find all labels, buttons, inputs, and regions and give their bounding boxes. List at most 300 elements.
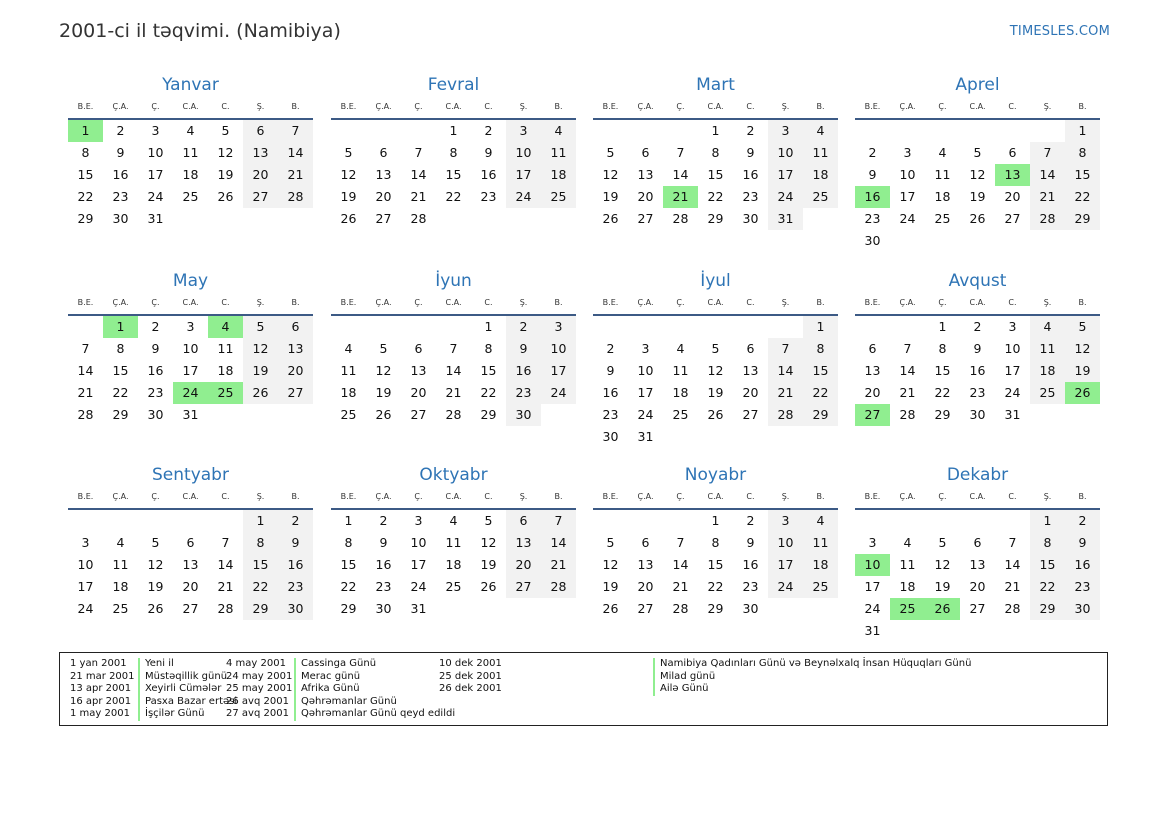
day-cell: 7 — [768, 338, 803, 360]
day-cell: 18 — [899, 579, 916, 594]
weekday-label: Ç. — [151, 102, 160, 111]
day-cell: 31 — [864, 623, 881, 638]
day-cell: 13 — [182, 557, 199, 572]
day-cell: 1 — [1065, 120, 1100, 142]
empty-cell — [103, 510, 138, 532]
empty-cell — [855, 510, 890, 532]
weekday-label: C. — [746, 298, 755, 307]
day-cell: 1 — [243, 510, 278, 532]
weekday-label: B.E. — [864, 102, 881, 111]
weekday-label: Ş. — [1043, 298, 1052, 307]
day-cell: 18 — [672, 385, 689, 400]
day-cell: 19 — [243, 360, 278, 382]
day-cell: 28 — [410, 211, 427, 226]
day-grid — [855, 316, 1100, 426]
holiday-date: 25 dek 2001 — [439, 670, 502, 682]
month-block — [331, 464, 576, 620]
weekday-label: B. — [291, 492, 300, 501]
empty-cell — [68, 510, 103, 532]
month-block — [68, 464, 313, 620]
weekday-label: B.E. — [864, 492, 881, 501]
day-cell: 13 — [243, 142, 278, 164]
day-cell: 15 — [1030, 554, 1065, 576]
day-cell: 23 — [147, 385, 164, 400]
day-cell: 18 — [445, 557, 462, 572]
day-cell: 23 — [864, 211, 881, 226]
month-name: Yanvar — [162, 75, 219, 95]
day-cell: 31 — [182, 407, 199, 422]
day-cell: 26 — [480, 579, 497, 594]
weekday-label: Ş. — [519, 492, 528, 501]
empty-cell — [366, 316, 401, 338]
month-name: Sentyabr — [152, 465, 229, 485]
day-cell: 9 — [1065, 532, 1100, 554]
weekday-label: Ç. — [414, 492, 423, 501]
day-cell: 29 — [803, 404, 838, 426]
weekday-label: Ç.A. — [375, 492, 392, 501]
holiday-name: Merac günü — [294, 671, 360, 684]
day-cell: 5 — [606, 145, 615, 160]
day-cell: 24 — [410, 579, 427, 594]
day-cell: 26 — [340, 211, 357, 226]
day-cell: 3 — [768, 510, 803, 532]
holiday-name: Qəhrəmanlar Günü — [294, 696, 397, 709]
day-cell: 15 — [77, 167, 94, 182]
day-cell: 2 — [746, 123, 755, 138]
day-cell: 13 — [864, 363, 881, 378]
weekday-label: B. — [1078, 102, 1087, 111]
day-cell: 24 — [768, 186, 803, 208]
day-cell: 10 — [147, 145, 164, 160]
day-cell: 23 — [969, 385, 986, 400]
day-cell: 16 — [1065, 554, 1100, 576]
day-cell: 18 — [934, 189, 951, 204]
day-cell: 11 — [445, 535, 462, 550]
holiday-day: 16 — [855, 186, 890, 208]
day-cell: 7 — [81, 341, 90, 356]
weekday-label: B. — [554, 298, 563, 307]
day-cell: 4 — [1030, 316, 1065, 338]
weekday-label: Ç.A. — [637, 492, 654, 501]
day-cell: 3 — [768, 120, 803, 142]
day-cell: 10 — [1004, 341, 1021, 356]
day-cell: 17 — [1004, 363, 1021, 378]
day-cell: 25 — [445, 579, 462, 594]
empty-cell — [890, 316, 925, 338]
day-cell: 12 — [1065, 338, 1100, 360]
day-cell: 7 — [676, 145, 685, 160]
day-cell: 8 — [711, 145, 720, 160]
day-cell: 9 — [484, 145, 493, 160]
weekday-header — [331, 490, 576, 504]
day-cell: 18 — [340, 385, 357, 400]
month-block — [855, 74, 1100, 252]
weekday-label: C.A. — [707, 298, 724, 307]
day-cell: 9 — [278, 532, 313, 554]
day-cell: 3 — [868, 535, 877, 550]
day-cell: 29 — [934, 407, 951, 422]
holiday-day: 13 — [995, 164, 1030, 186]
holiday-name: Pasxa Bazar ertəsi — [138, 696, 237, 709]
day-cell: 28 — [1004, 601, 1021, 616]
day-cell: 16 — [742, 557, 759, 572]
day-cell: 15 — [934, 363, 951, 378]
day-cell: 20 — [506, 554, 541, 576]
day-cell: 22 — [803, 382, 838, 404]
day-cell: 8 — [1030, 532, 1065, 554]
weekday-label: Ç.A. — [112, 298, 129, 307]
day-cell: 7 — [903, 341, 912, 356]
holiday-date: 13 apr 2001 — [70, 683, 132, 695]
weekday-header — [68, 490, 313, 504]
day-cell: 28 — [541, 576, 576, 598]
day-cell: 19 — [480, 557, 497, 572]
day-grid — [855, 120, 1100, 252]
day-cell: 16 — [112, 167, 129, 182]
holiday-name: Namibiya Qadınları Günü və Beynəlxalq İnsan Hüquqları Günü — [653, 658, 971, 671]
day-cell: 31 — [147, 211, 164, 226]
day-grid — [331, 316, 576, 426]
day-cell: 22 — [445, 189, 462, 204]
day-cell: 21 — [77, 385, 94, 400]
weekday-label: C.A. — [969, 102, 986, 111]
holiday-day: 24 — [173, 382, 208, 404]
day-cell: 5 — [243, 316, 278, 338]
weekday-label: B.E. — [340, 298, 357, 307]
day-cell: 14 — [768, 360, 803, 382]
day-cell: 27 — [182, 601, 199, 616]
weekday-label: C. — [746, 102, 755, 111]
day-cell: 1 — [344, 513, 353, 528]
holiday-date: 25 may 2001 — [226, 683, 293, 695]
empty-cell — [628, 510, 663, 532]
day-cell: 17 — [541, 360, 576, 382]
day-cell: 11 — [217, 341, 234, 356]
day-cell: 14 — [278, 142, 313, 164]
holiday-day: 26 — [925, 598, 960, 620]
day-cell: 27 — [278, 382, 313, 404]
holiday-date: 16 apr 2001 — [70, 695, 132, 707]
weekday-label: Ç. — [676, 298, 685, 307]
day-cell: 26 — [147, 601, 164, 616]
weekday-label: C. — [221, 492, 230, 501]
month-block — [855, 270, 1100, 426]
day-cell: 14 — [410, 167, 427, 182]
weekday-label: C. — [221, 102, 230, 111]
weekday-label: C. — [484, 298, 493, 307]
holiday-name: Yeni il — [138, 658, 174, 671]
holiday-date: 21 mar 2001 — [70, 670, 135, 682]
day-cell: 30 — [506, 404, 541, 426]
weekday-label: Ç. — [414, 298, 423, 307]
weekday-label: Ş. — [256, 102, 265, 111]
day-cell: 20 — [375, 189, 392, 204]
day-cell: 15 — [340, 557, 357, 572]
day-cell: 22 — [340, 579, 357, 594]
weekday-label: C. — [746, 492, 755, 501]
day-cell: 19 — [375, 385, 392, 400]
day-cell: 31 — [410, 601, 427, 616]
weekday-label: B. — [1078, 298, 1087, 307]
day-cell: 21 — [672, 579, 689, 594]
day-cell: 27 — [637, 211, 654, 226]
empty-cell — [331, 120, 366, 142]
weekday-label: Ç. — [938, 492, 947, 501]
empty-cell — [995, 120, 1030, 142]
weekday-label: Ç. — [414, 102, 423, 111]
day-cell: 17 — [77, 579, 94, 594]
day-cell: 20 — [742, 385, 759, 400]
day-cell: 17 — [182, 363, 199, 378]
weekday-label: C.A. — [182, 492, 199, 501]
day-cell: 27 — [742, 407, 759, 422]
day-cell: 14 — [1030, 164, 1065, 186]
day-cell: 26 — [969, 211, 986, 226]
day-cell: 25 — [934, 211, 951, 226]
day-cell: 15 — [1065, 164, 1100, 186]
holiday-day: 4 — [208, 316, 243, 338]
month-block — [593, 74, 838, 230]
weekday-label: B. — [816, 298, 825, 307]
empty-cell — [593, 510, 628, 532]
day-cell: 12 — [934, 557, 951, 572]
day-cell: 13 — [506, 532, 541, 554]
empty-cell — [628, 120, 663, 142]
day-cell: 11 — [899, 557, 916, 572]
day-cell: 14 — [672, 167, 689, 182]
empty-cell — [138, 510, 173, 532]
day-cell: 19 — [707, 385, 724, 400]
month-block — [68, 270, 313, 426]
empty-cell — [401, 120, 436, 142]
weekday-label: C. — [1008, 492, 1017, 501]
day-cell: 28 — [445, 407, 462, 422]
day-cell: 19 — [147, 579, 164, 594]
weekday-label: C.A. — [445, 298, 462, 307]
day-cell: 3 — [1008, 319, 1017, 334]
weekday-label: Ç.A. — [112, 102, 129, 111]
day-grid — [68, 316, 313, 426]
day-cell: 15 — [707, 557, 724, 572]
day-cell: 13 — [969, 557, 986, 572]
weekday-label: B. — [816, 102, 825, 111]
day-cell: 14 — [672, 557, 689, 572]
empty-cell — [401, 316, 436, 338]
day-cell: 12 — [602, 167, 619, 182]
day-cell: 4 — [803, 510, 838, 532]
day-cell: 28 — [217, 601, 234, 616]
empty-cell — [733, 316, 768, 338]
day-cell: 4 — [186, 123, 195, 138]
day-cell: 28 — [1030, 208, 1065, 230]
weekday-label: Ş. — [256, 298, 265, 307]
day-cell: 7 — [1030, 142, 1065, 164]
day-cell: 12 — [969, 167, 986, 182]
day-cell: 28 — [278, 186, 313, 208]
weekday-header — [331, 100, 576, 114]
month-block — [855, 464, 1100, 642]
day-cell: 13 — [410, 363, 427, 378]
day-cell: 5 — [379, 341, 388, 356]
day-cell: 11 — [541, 142, 576, 164]
day-cell: 8 — [711, 535, 720, 550]
month-name: Mart — [696, 75, 735, 95]
day-cell: 22 — [243, 576, 278, 598]
day-cell: 30 — [147, 407, 164, 422]
weekday-label: Ç. — [151, 492, 160, 501]
day-cell: 28 — [672, 601, 689, 616]
holiday-day: 25 — [208, 382, 243, 404]
day-cell: 29 — [340, 601, 357, 616]
day-cell: 20 — [637, 189, 654, 204]
day-cell: 15 — [803, 360, 838, 382]
weekday-header — [855, 296, 1100, 310]
day-cell: 24 — [899, 211, 916, 226]
day-cell: 20 — [864, 385, 881, 400]
month-name: Avqust — [948, 271, 1007, 291]
weekday-label: C.A. — [445, 102, 462, 111]
weekday-label: Ç.A. — [899, 298, 916, 307]
day-cell: 10 — [410, 535, 427, 550]
day-cell: 7 — [541, 510, 576, 532]
day-cell: 9 — [868, 167, 877, 182]
day-cell: 7 — [676, 535, 685, 550]
day-cell: 18 — [182, 167, 199, 182]
day-cell: 27 — [637, 601, 654, 616]
day-cell: 19 — [602, 579, 619, 594]
day-cell: 22 — [1030, 576, 1065, 598]
day-cell: 24 — [541, 382, 576, 404]
day-cell: 27 — [375, 211, 392, 226]
day-cell: 3 — [81, 535, 90, 550]
day-cell: 16 — [375, 557, 392, 572]
empty-cell — [663, 316, 698, 338]
day-cell: 4 — [344, 341, 353, 356]
day-cell: 2 — [868, 145, 877, 160]
day-cell: 25 — [340, 407, 357, 422]
day-cell: 3 — [414, 513, 423, 528]
day-cell: 9 — [151, 341, 160, 356]
day-cell: 5 — [606, 535, 615, 550]
day-cell: 3 — [186, 319, 195, 334]
day-cell: 30 — [278, 598, 313, 620]
weekday-label: B. — [554, 492, 563, 501]
day-cell: 19 — [1065, 360, 1100, 382]
weekday-label: B. — [291, 102, 300, 111]
day-cell: 1 — [711, 513, 720, 528]
empty-cell — [663, 510, 698, 532]
day-cell: 28 — [77, 407, 94, 422]
holiday-date: 27 avq 2001 — [226, 708, 289, 720]
day-cell: 13 — [637, 167, 654, 182]
day-cell: 24 — [637, 407, 654, 422]
holiday-day: 26 — [1065, 382, 1100, 404]
day-cell: 25 — [182, 189, 199, 204]
day-cell: 17 — [768, 164, 803, 186]
day-cell: 19 — [340, 189, 357, 204]
holiday-day: 1 — [103, 316, 138, 338]
day-cell: 6 — [243, 120, 278, 142]
day-cell: 21 — [1030, 186, 1065, 208]
holiday-date: 1 yan 2001 — [70, 658, 127, 669]
weekday-label: Ç.A. — [375, 102, 392, 111]
day-cell: 29 — [1030, 598, 1065, 620]
weekday-label: Ş. — [519, 298, 528, 307]
day-cell: 18 — [112, 579, 129, 594]
day-grid — [593, 510, 838, 620]
day-cell: 18 — [541, 164, 576, 186]
day-cell: 3 — [641, 341, 650, 356]
weekday-header — [68, 296, 313, 310]
day-cell: 9 — [606, 363, 615, 378]
weekday-label: Ç. — [151, 298, 160, 307]
day-cell: 24 — [506, 186, 541, 208]
day-cell: 8 — [116, 341, 125, 356]
holiday-date: 24 may 2001 — [226, 670, 293, 682]
day-cell: 13 — [278, 338, 313, 360]
day-cell: 5 — [973, 145, 982, 160]
day-cell: 30 — [112, 211, 129, 226]
weekday-label: C.A. — [707, 102, 724, 111]
day-cell: 21 — [541, 554, 576, 576]
day-cell: 27 — [1004, 211, 1021, 226]
holiday-date: 26 avq 2001 — [226, 695, 289, 707]
day-cell: 30 — [969, 407, 986, 422]
day-cell: 24 — [768, 576, 803, 598]
day-cell: 27 — [410, 407, 427, 422]
day-cell: 30 — [1065, 598, 1100, 620]
empty-cell — [593, 120, 628, 142]
empty-cell — [331, 316, 366, 338]
day-cell: 16 — [602, 385, 619, 400]
day-cell: 20 — [969, 579, 986, 594]
day-cell: 9 — [379, 535, 388, 550]
day-cell: 2 — [484, 123, 493, 138]
empty-cell — [436, 316, 471, 338]
day-cell: 21 — [1004, 579, 1021, 594]
day-cell: 6 — [641, 535, 650, 550]
empty-cell — [1030, 120, 1065, 142]
day-cell: 10 — [768, 142, 803, 164]
day-cell: 6 — [641, 145, 650, 160]
day-cell: 23 — [375, 579, 392, 594]
day-cell: 17 — [864, 579, 881, 594]
weekday-label: Ş. — [519, 102, 528, 111]
day-cell: 6 — [506, 510, 541, 532]
day-cell: 8 — [344, 535, 353, 550]
day-cell: 4 — [903, 535, 912, 550]
day-cell: 10 — [637, 363, 654, 378]
weekday-label: B.E. — [864, 298, 881, 307]
day-cell: 1 — [711, 123, 720, 138]
day-cell: 16 — [742, 167, 759, 182]
day-cell: 8 — [243, 532, 278, 554]
day-cell: 24 — [147, 189, 164, 204]
day-cell: 16 — [480, 167, 497, 182]
holiday-name: Milad günü — [653, 671, 715, 684]
day-cell: 18 — [1030, 360, 1065, 382]
month-block — [593, 464, 838, 620]
day-cell: 19 — [602, 189, 619, 204]
site-link[interactable]: TIMESLES.COM — [1009, 24, 1110, 39]
day-cell: 19 — [969, 189, 986, 204]
day-cell: 17 — [506, 164, 541, 186]
day-cell: 15 — [112, 363, 129, 378]
day-cell: 7 — [1008, 535, 1017, 550]
day-cell: 17 — [410, 557, 427, 572]
day-cell: 8 — [938, 341, 947, 356]
empty-cell — [68, 316, 103, 338]
